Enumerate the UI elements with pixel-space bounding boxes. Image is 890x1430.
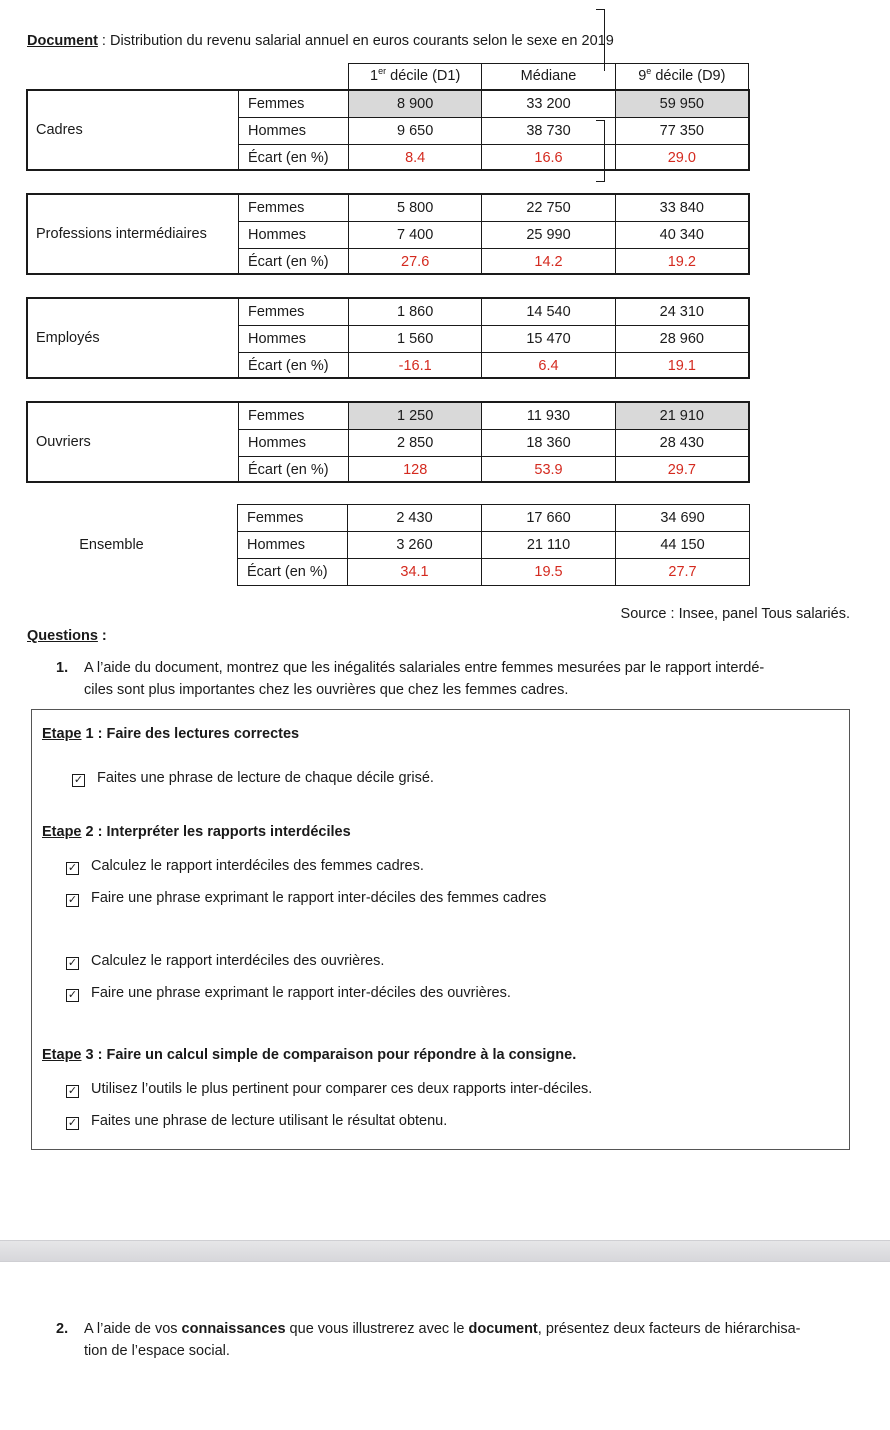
cell: 16.6 [482, 145, 615, 171]
cell: 33 840 [659, 200, 704, 216]
row-label: Femmes [239, 91, 349, 117]
cell: 8 900 [349, 91, 482, 117]
bracket-mark-bot-tick [596, 181, 604, 182]
cell: 1 860 [349, 299, 482, 325]
row-label: Écart (en %) [239, 145, 349, 171]
table-row [238, 531, 749, 558]
cell: 38 730 [482, 118, 615, 144]
cell: 21 910 [616, 403, 748, 429]
checkbox-checked-icon: ✓ [67, 862, 78, 874]
checkbox-checked-icon: ✓ [67, 957, 78, 969]
col-median: Médiane [481, 64, 614, 89]
cell: 19.2 [667, 254, 696, 270]
row-label: Femmes [239, 403, 349, 429]
cell: 2 430 [348, 505, 482, 531]
cell: 18 360 [482, 430, 615, 456]
row-label: Femmes [238, 505, 348, 531]
table-row [239, 195, 748, 221]
row-label: Hommes [239, 118, 349, 144]
cell: 1 560 [349, 326, 482, 352]
row-label: Écart (en %) [239, 353, 349, 379]
row-label: Femmes [239, 299, 349, 325]
document-label: Document [27, 33, 98, 49]
checklist-item: ✓ Faire une phrase exprimant le rapport inter-déciles des femmes cadres [67, 890, 547, 906]
cell: -16.1 [349, 353, 482, 379]
checkbox-checked-icon: ✓ [67, 1117, 78, 1129]
table-row [239, 299, 748, 325]
checklist-item: ✓ Calculez le rapport interdéciles des femmes cadres. [67, 858, 424, 874]
checklist-item: ✓ Faites une phrase de lecture de chaque décile grisé. [73, 770, 434, 786]
cell: 9 650 [349, 118, 482, 144]
row-label: Écart (en %) [239, 457, 349, 483]
group-cadres [26, 89, 750, 171]
checklist-item: ✓ Faire une phrase exprimant le rapport inter-déciles des ouvrières. [67, 985, 511, 1001]
cell: 128 [349, 457, 482, 483]
table-row [238, 505, 749, 531]
checkbox-checked-icon: ✓ [67, 1085, 78, 1097]
table-row [239, 456, 748, 483]
group-name: Ouvriers [28, 403, 239, 481]
cell: 15 470 [482, 326, 615, 352]
row-label: Femmes [239, 195, 349, 221]
cell: 29.0 [667, 150, 696, 166]
group-employes [26, 297, 750, 379]
table-row [239, 352, 748, 379]
question-1: 1. A l’aide du document, montrez que les inégalités salariales entre femmes mesurées par le rapport interdé- ciles sont plus importantes chez les ouvrières que chez les femmes cadres. [56, 660, 765, 698]
cell: 19.1 [667, 358, 696, 374]
cell: 11 930 [482, 403, 615, 429]
cell: 8.4 [349, 145, 482, 171]
group-name: Ensemble [79, 537, 144, 553]
cell: 5 800 [349, 195, 482, 221]
row-label: Hommes [239, 326, 349, 352]
cell: 7 400 [349, 222, 482, 248]
cell: 34.1 [348, 559, 482, 585]
table-row [239, 221, 748, 248]
cell: 28 960 [659, 331, 704, 347]
cell: 34 690 [660, 510, 705, 526]
cell: 53.9 [482, 457, 615, 483]
table-row [239, 325, 748, 352]
cell: 28 430 [659, 435, 704, 451]
cell: 44 150 [660, 537, 705, 553]
cell: 14.2 [482, 249, 615, 275]
source-note: Source : Insee, panel Tous salariés. [620, 606, 850, 622]
cell: 3 260 [348, 532, 482, 558]
row-label: Hommes [239, 430, 349, 456]
step-1-title: Etape 1 : Faire des lectures correctes [42, 726, 300, 742]
cell: 19.5 [482, 559, 616, 585]
bracket-mark-top-tick [596, 9, 604, 10]
bracket-mark-top [604, 9, 605, 71]
step-3-title: Etape 3 : Faire un calcul simple de comparaison pour répondre à la consigne. [42, 1047, 577, 1063]
checkbox-checked-icon: ✓ [67, 894, 78, 906]
cell: 14 540 [482, 299, 615, 325]
cell: 33 200 [482, 91, 615, 117]
page-divider [0, 1240, 890, 1262]
checkbox-checked-icon: ✓ [67, 989, 78, 1001]
group-name: Cadres [28, 91, 239, 169]
cell: 27.6 [349, 249, 482, 275]
col-d1: 1er décile (D1) [370, 66, 461, 84]
cell: 22 750 [482, 195, 615, 221]
questions-heading: Questions : [27, 628, 107, 644]
cell: 40 340 [659, 227, 704, 243]
col-d9: 9e décile (D9) [615, 64, 748, 89]
table-row [239, 248, 748, 275]
table-row [239, 117, 748, 144]
table-row [239, 91, 748, 117]
checkbox-checked-icon: ✓ [73, 774, 84, 786]
cell: 59 950 [616, 91, 748, 117]
table-row [238, 558, 749, 585]
group-professions-intermediaires [26, 193, 750, 275]
cell: 25 990 [482, 222, 615, 248]
checklist-item: ✓ Calculez le rapport interdéciles des ouvrières. [67, 953, 385, 969]
document-title: Document : Distribution du revenu salarial annuel en euros courants selon le sexe en 2019 [27, 33, 614, 49]
cell: 27.7 [668, 564, 697, 580]
group-ouvriers [26, 401, 750, 483]
checklist-item: ✓ Utilisez l’outils le plus pertinent pour comparer ces deux rapports inter-déciles. [67, 1081, 593, 1097]
column-header [348, 63, 749, 90]
table-row [239, 144, 748, 171]
row-label: Écart (en %) [238, 559, 348, 585]
cell: 17 660 [482, 505, 616, 531]
cell: 2 850 [349, 430, 482, 456]
step-2-title: Etape 2 : Interpréter les rapports interdéciles [42, 824, 351, 840]
group-name: Employés [28, 299, 239, 377]
row-label: Hommes [238, 532, 348, 558]
row-label: Hommes [239, 222, 349, 248]
checklist-item: ✓ Faites une phrase de lecture utilisant le résultat obtenu. [67, 1113, 448, 1129]
group-name: Professions intermédiaires [28, 195, 239, 273]
row-label: Écart (en %) [239, 249, 349, 275]
table-row [239, 403, 748, 429]
question-2: 2. A l’aide de vos connaissances que vous illustrerez avec le document, présentez deux facteurs de hiérarchisa- tion de l’espace social. [56, 1321, 801, 1359]
cell: 24 310 [659, 304, 704, 320]
cell: 21 110 [482, 532, 616, 558]
cell: 77 350 [659, 123, 704, 139]
cell: 29.7 [667, 462, 696, 478]
group-ensemble [26, 504, 750, 586]
cell: 6.4 [482, 353, 615, 379]
cell: 1 250 [349, 403, 482, 429]
table-row [239, 429, 748, 456]
